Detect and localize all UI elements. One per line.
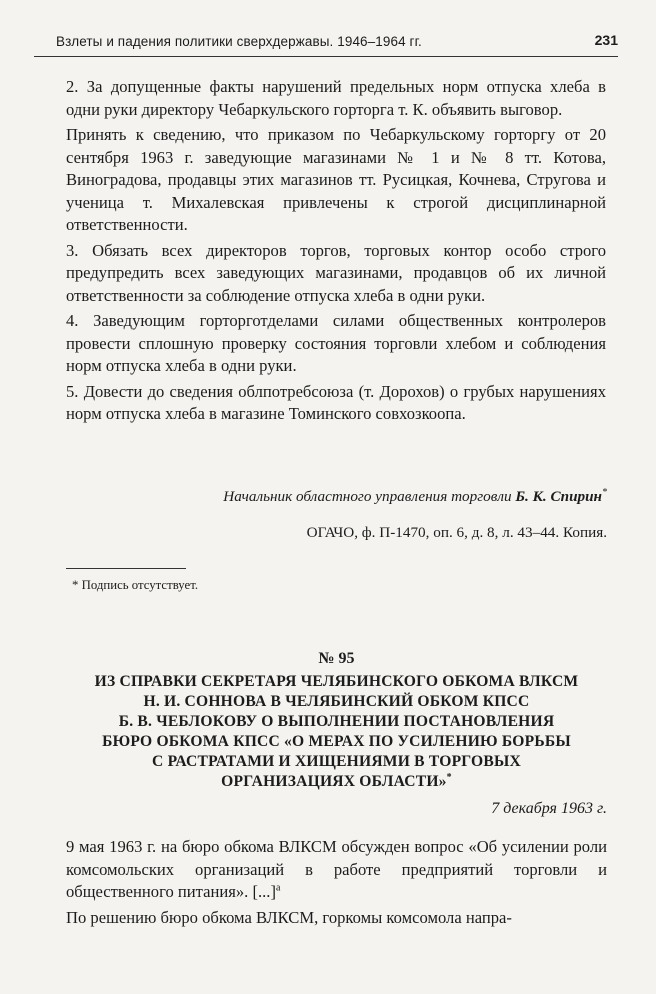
title-line: ИЗ СПРАВКИ СЕКРЕТАРЯ ЧЕЛЯБИНСКОГО ОБКОМА ВЛКСМ: [94, 673, 579, 690]
paragraph-3: 3. Обязать всех директоров торгов, торговых контор особо строго предупредить всех заведующих магазинами, продавцов об их личной ответственности за соблюдение отпуска хлеба в одни руки.: [66, 240, 606, 305]
paragraph-4: 4. Заведующим горторготделами силами общественных контролеров провести сплошную проверку состояния торговли хлебом и соблюдения норм отпуска хлеба в одни руки.: [66, 311, 606, 375]
document-title: [66, 672, 607, 792]
signature-name: Б. К. Спирин: [515, 488, 602, 505]
paragraph-2: 2. За допущенные факты нарушений предельных норм отпуска хлеба в одни руки директору Чебаркульского горторга т. К. объявить выговор.: [66, 77, 606, 119]
footnote-divider: [66, 568, 186, 569]
title-line: ОРГАНИЗАЦИЯХ ОБЛАСТИ»*: [221, 771, 452, 790]
running-title: Взлеты и падения политики сверхдержавы. 1946–1964 гг.: [56, 34, 422, 49]
paragraph-accept: Принять к сведению, что приказом по Чебаркульскому горторгу от 20 сентября 1963 г. заведующие магазинами № 1 и № 8 тт. Котова, Виноградова, продавцы этих магазинов тт. Русицкая, Кочнева, Стругова и ученица т. Михалевская привлечены к строгой дисциплинарной ответственности.: [66, 125, 606, 234]
document-number: № 95: [318, 650, 355, 667]
running-header: [34, 28, 618, 57]
body-footnote-mark: а: [275, 882, 281, 894]
main-text: [66, 76, 606, 429]
title-line: Б. В. ЧЕБЛОКОВУ О ВЫПОЛНЕНИИ ПОСТАНОВЛЕНИЯ: [118, 713, 555, 730]
paragraph-5: 5. Довести до сведения облпотребсоюза (т. Дорохов) о грубых нарушениях норм отпуска хлеба в магазине Томинского совхозкоопа.: [66, 381, 606, 423]
archive-reference: ОГАЧО, ф. П-1470, оп. 6, д. 8, л. 43–44. Копия.: [306, 524, 607, 541]
title-footnote-mark: *: [446, 771, 452, 783]
title-line: БЮРО ОБКОМА КПСС «О МЕРАХ ПО УСИЛЕНИЮ БОРЬБЫ: [102, 733, 571, 750]
signature-footnote-mark: *: [602, 486, 607, 498]
title-line: Н. И. СОННОВА В ЧЕЛЯБИНСКИЙ ОБКОМ КПСС: [143, 693, 530, 710]
document-date: 7 декабря 1963 г.: [491, 800, 607, 817]
body-paragraph: 9 мая 1963 г. на бюро обкома ВЛКСМ обсужден вопрос «Об усилении роли комсомольских организаций в работе предприятий торговли и общественного питания». [...]$^а$: [66, 837, 607, 901]
signature-line: [66, 488, 607, 506]
page-number: 231: [594, 32, 618, 48]
signature-position: Начальник областного управления торговли: [223, 488, 512, 505]
title-line: С РАСТРАТАМИ И ХИЩЕНИЯМИ В ТОРГОВЫХ: [152, 753, 521, 770]
body-paragraph: По решению бюро обкома ВЛКСМ, горкомы комсомола напра-: [66, 907, 512, 927]
footnote: * Подпись отсутствует.: [72, 578, 199, 592]
document-body: [66, 836, 607, 932]
